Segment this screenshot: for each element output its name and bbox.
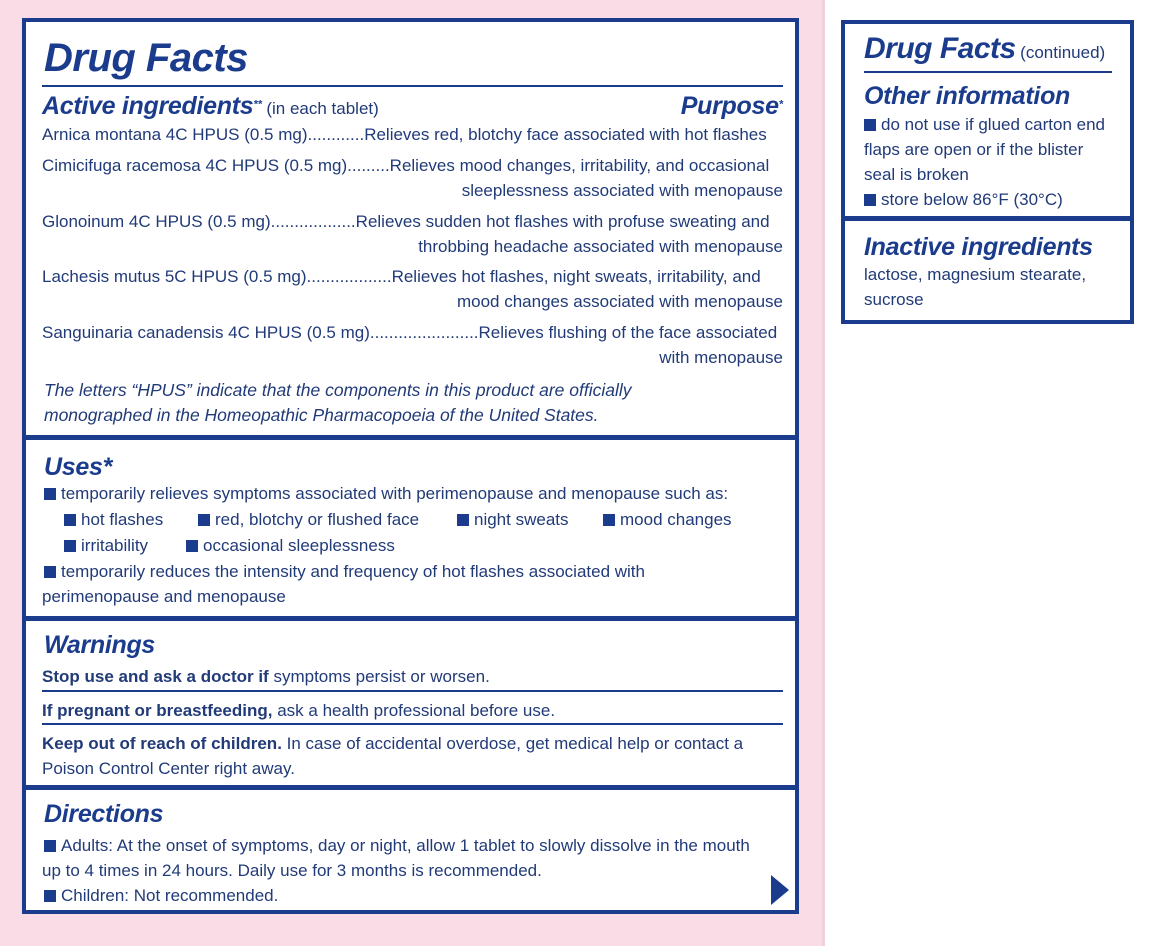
warning-divider: [42, 690, 783, 692]
warning-preg-bold: If pregnant or breastfeeding,: [42, 701, 273, 720]
leader-dots: ..................: [306, 267, 392, 286]
ingredient-purpose: Relieves mood changes, irritability, and occasional: [389, 156, 770, 175]
hpus-note-line: The letters “HPUS” indicate that the components in this product are officially: [44, 380, 632, 400]
continued-note: (continued): [1020, 43, 1106, 62]
uses-reduce-cont: perimenopause and menopause: [42, 587, 286, 606]
square-bullet-icon: [44, 566, 56, 578]
square-bullet-icon: [44, 488, 56, 500]
warning-keep-out: [42, 732, 743, 756]
directions-adults-cont: up to 4 times in 24 hours. Daily use for 3 months is recommended.: [42, 861, 542, 880]
square-bullet-icon: [64, 514, 76, 526]
ingredient-row: [42, 154, 769, 178]
continued-title-row: [864, 34, 1105, 65]
warning-keep-cont: Poison Control Center right away.: [42, 759, 295, 778]
leader-dots: .........: [347, 156, 390, 175]
warning-preg-text: ask a health professional before use.: [277, 701, 556, 720]
directions-adults: [44, 834, 750, 858]
ingredient-purpose-cont: with menopause: [659, 348, 783, 367]
leader-dots: ..................: [270, 212, 356, 231]
warning-pregnant: [42, 699, 555, 723]
ingredient-name: Glonoinum 4C HPUS (0.5 mg): [42, 212, 271, 231]
symptom-item: [64, 534, 148, 558]
warning-stop-text: symptoms persist or worsen.: [273, 667, 490, 686]
ingredient-name: Sanguinaria canadensis 4C HPUS (0.5 mg): [42, 323, 370, 342]
symptom-label: occasional sleeplessness: [203, 536, 395, 555]
hpus-note-line: monographed in the Homeopathic Pharmacopoeia of the United States.: [44, 405, 599, 425]
leader-dots: ............: [307, 125, 365, 144]
ingredient-purpose: Relieves red, blotchy face associated with hot flashes: [364, 125, 767, 144]
purpose-mark: *: [778, 98, 783, 111]
ingredient-name: Lachesis mutus 5C HPUS (0.5 mg): [42, 267, 307, 286]
square-bullet-icon: [864, 119, 876, 131]
drug-facts-title: Drug Facts: [44, 36, 248, 80]
symptom-item: [186, 534, 395, 558]
ingredient-name: Arnica montana 4C HPUS (0.5 mg): [42, 125, 308, 144]
purpose-header: [681, 92, 783, 120]
symptom-item: [64, 508, 163, 532]
triangle-arrow-right-icon: [771, 875, 789, 905]
section-divider: [26, 785, 796, 790]
warning-keep-bold: Keep out of reach of children.: [42, 734, 282, 753]
other-info-text: store below 86°F (30°C): [881, 190, 1063, 209]
ingredient-purpose-cont: mood changes associated with menopause: [456, 292, 783, 311]
warning-keep-text: In case of accidental overdose, get medical help or contact a: [286, 734, 744, 753]
continued-title-divider: [864, 71, 1112, 73]
ingredient-purpose: Relieves hot flashes, night sweats, irritability, and: [391, 267, 761, 286]
uses-reduce: temporarily reduces the intensity and frequency of hot flashes associated with: [61, 562, 645, 581]
symptom-label: irritability: [81, 536, 149, 555]
uses-item: [44, 560, 645, 584]
ingredient-row: [42, 321, 777, 345]
ingredient-purpose-cont: throbbing headache associated with menopause: [418, 237, 783, 256]
active-ingredients-header: [42, 92, 379, 121]
inactive-ingredients-heading: Inactive ingredients: [864, 233, 1093, 261]
symptom-item: [603, 508, 732, 532]
uses-heading: Uses*: [44, 453, 112, 481]
other-info-item: [864, 113, 1105, 137]
square-bullet-icon: [864, 194, 876, 206]
other-information-heading: Other information: [864, 82, 1071, 110]
background-edge: [822, 0, 825, 946]
ingredient-purpose-cont: sleeplessness associated with menopause: [461, 181, 783, 200]
other-info-cont: seal is broken: [864, 165, 969, 184]
active-ingredients-mark: **: [253, 98, 262, 111]
inactive-ingredients-text: sucrose: [864, 290, 924, 309]
active-ingredients-note: (in each tablet): [266, 99, 379, 118]
continued-title: Drug Facts: [864, 32, 1016, 65]
section-divider: [26, 616, 796, 621]
symptom-label: night sweats: [474, 510, 569, 529]
symptom-item: [457, 508, 569, 532]
other-info-item: [864, 188, 1063, 212]
symptom-label: mood changes: [620, 510, 732, 529]
ingredient-purpose: Relieves sudden hot flashes with profuse sweating and: [355, 212, 770, 231]
square-bullet-icon: [603, 514, 615, 526]
warnings-heading: Warnings: [44, 631, 156, 659]
directions-heading: Directions: [44, 800, 164, 828]
square-bullet-icon: [44, 840, 56, 852]
uses-item: [44, 482, 728, 506]
section-divider: [26, 435, 796, 440]
square-bullet-icon: [64, 540, 76, 552]
square-bullet-icon: [457, 514, 469, 526]
title-divider: [42, 85, 783, 87]
ingredient-row: [42, 210, 770, 234]
uses-intro: temporarily relieves symptoms associated with perimenopause and menopause such as:: [61, 484, 729, 503]
ingredient-row: [42, 123, 767, 147]
leader-dots: .......................: [369, 323, 479, 342]
symptom-label: hot flashes: [81, 510, 164, 529]
directions-children-text: Children: Not recommended.: [61, 886, 279, 905]
square-bullet-icon: [186, 540, 198, 552]
ingredient-name: Cimicifuga racemosa 4C HPUS (0.5 mg): [42, 156, 348, 175]
square-bullet-icon: [44, 890, 56, 902]
square-bullet-icon: [198, 514, 210, 526]
warning-stop-use: [42, 665, 490, 689]
symptom-label: red, blotchy or flushed face: [215, 510, 420, 529]
purpose-heading: Purpose: [680, 92, 779, 120]
warning-stop-bold: Stop use and ask a doctor if: [42, 667, 269, 686]
ingredient-purpose: Relieves flushing of the face associated: [478, 323, 778, 342]
section-divider: [845, 216, 1130, 221]
warning-divider: [42, 723, 783, 725]
inactive-ingredients-text: lactose, magnesium stearate,: [864, 265, 1087, 284]
active-ingredients-heading: Active ingredients: [42, 92, 254, 120]
other-info-text: do not use if glued carton end: [881, 115, 1105, 134]
symptom-item: [198, 508, 419, 532]
other-info-cont: flaps are open or if the blister: [864, 140, 1084, 159]
directions-adults-text: Adults: At the onset of symptoms, day or night, allow 1 tablet to slowly dissolve in the mouth: [61, 836, 750, 855]
ingredient-row: [42, 265, 761, 289]
directions-children: [44, 884, 278, 908]
